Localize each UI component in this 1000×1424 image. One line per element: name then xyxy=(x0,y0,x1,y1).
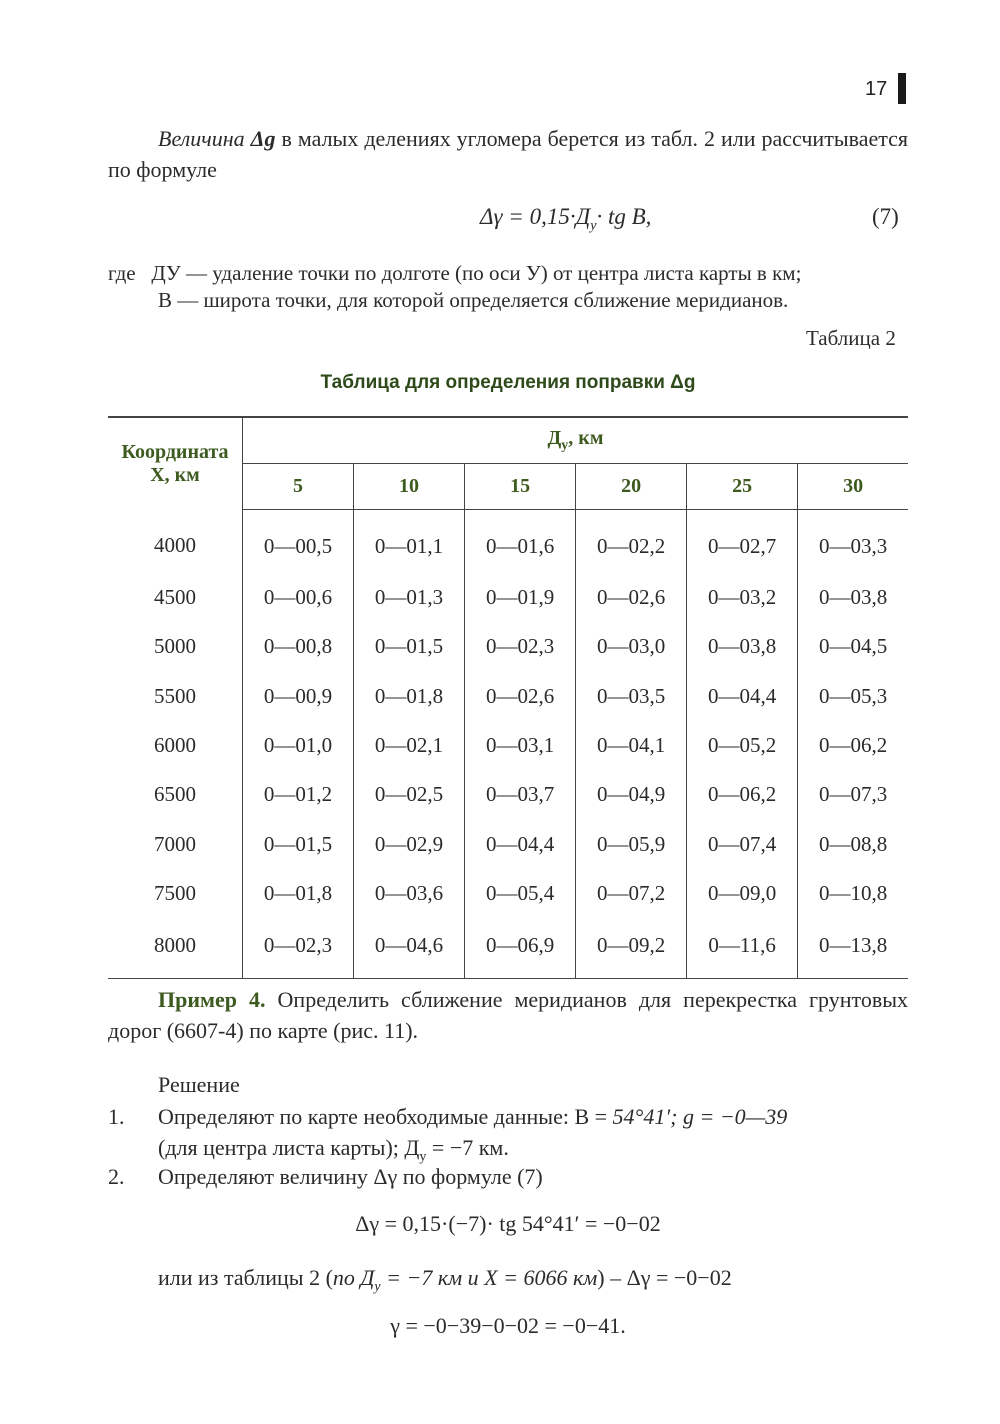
final-result: γ = −0−39−0−02 = −0−41. xyxy=(390,1313,626,1338)
column-header: 5 xyxy=(243,464,354,510)
formula-number: (7) xyxy=(872,204,899,229)
intro-italic: Величина xyxy=(158,126,245,151)
table-row: 6000 0—01,0 0—02,1 0—03,1 0—04,1 0—05,2 0—06,2 xyxy=(108,721,908,770)
table-row: 6500 0—01,2 0—02,5 0—03,7 0—04,9 0—06,2 0—07,3 xyxy=(108,770,908,819)
intro-delta-g: Δg xyxy=(250,126,276,151)
column-header: 15 xyxy=(465,464,576,510)
example-paragraph xyxy=(108,984,908,1046)
formula-7: $\Delta\gamma = 0,15\cdot Д_y\cdot$ tg B, xyxy=(480,204,652,234)
where-line-2: В — широта точки, для которой определяется сближение меридианов. xyxy=(158,288,789,312)
table-row: 5500 0—00,9 0—01,8 0—02,6 0—03,5 0—04,4 0—05,3 xyxy=(108,672,908,721)
where-line-1: где ДУ — удаление точки по долготе (по оси У) от центра листа карты в км; xyxy=(108,261,802,285)
table-lookup-line: или из таблицы 2 (по $Д_у = -7$ км и Х = 6066 км) – Δγ = −0−02 xyxy=(158,1265,732,1295)
column-header: 20 xyxy=(576,464,687,510)
page-number: 17 xyxy=(865,78,888,100)
table-row: 4000 0—00,5 0—01,1 0—01,6 0—02,2 0—02,7 0—03,3 xyxy=(108,510,908,574)
intro-text: в малых делениях угломера берется из табл. 2 или рассчитывается по формуле xyxy=(108,126,908,182)
page-marker-bar xyxy=(898,73,906,104)
table-row: 8000 0—02,3 0—04,6 0—06,9 0—09,2 0—11,6 0—13,8 xyxy=(108,918,908,979)
example-label: Пример 4. xyxy=(158,987,266,1012)
table-row: 4500 0—00,6 0—01,3 0—01,9 0—02,6 0—03,2 0—03,8 xyxy=(108,573,908,622)
row-header: Координата Х, км xyxy=(108,417,243,510)
column-header: 25 xyxy=(687,464,798,510)
group-header: $Д_у$, км xyxy=(243,417,909,464)
table-row: 5000 0—00,8 0—01,5 0—02,3 0—03,0 0—03,8 0—04,5 xyxy=(108,622,908,671)
correction-table xyxy=(108,416,908,979)
column-header: 30 xyxy=(798,464,908,510)
solution-heading: Решение xyxy=(158,1072,240,1097)
example-text: Определить сближение меридианов для перекрестка грунтовых дорог (6607-4) по карте (рис. 11). xyxy=(108,987,908,1043)
calculation-formula: Δγ = 0,15·(−7)· tg 54°41′ = −0−02 xyxy=(355,1211,661,1236)
table-title: Таблица для определения поправки Δg xyxy=(320,372,696,393)
intro-paragraph xyxy=(108,123,908,185)
column-header: 10 xyxy=(354,464,465,510)
table-label: Таблица 2 xyxy=(806,326,896,350)
table-row: 7500 0—01,8 0—03,6 0—05,4 0—07,2 0—09,0 0—10,8 xyxy=(108,869,908,918)
table-row: 7000 0—01,5 0—02,9 0—04,4 0—05,9 0—07,4 0—08,8 xyxy=(108,819,908,868)
